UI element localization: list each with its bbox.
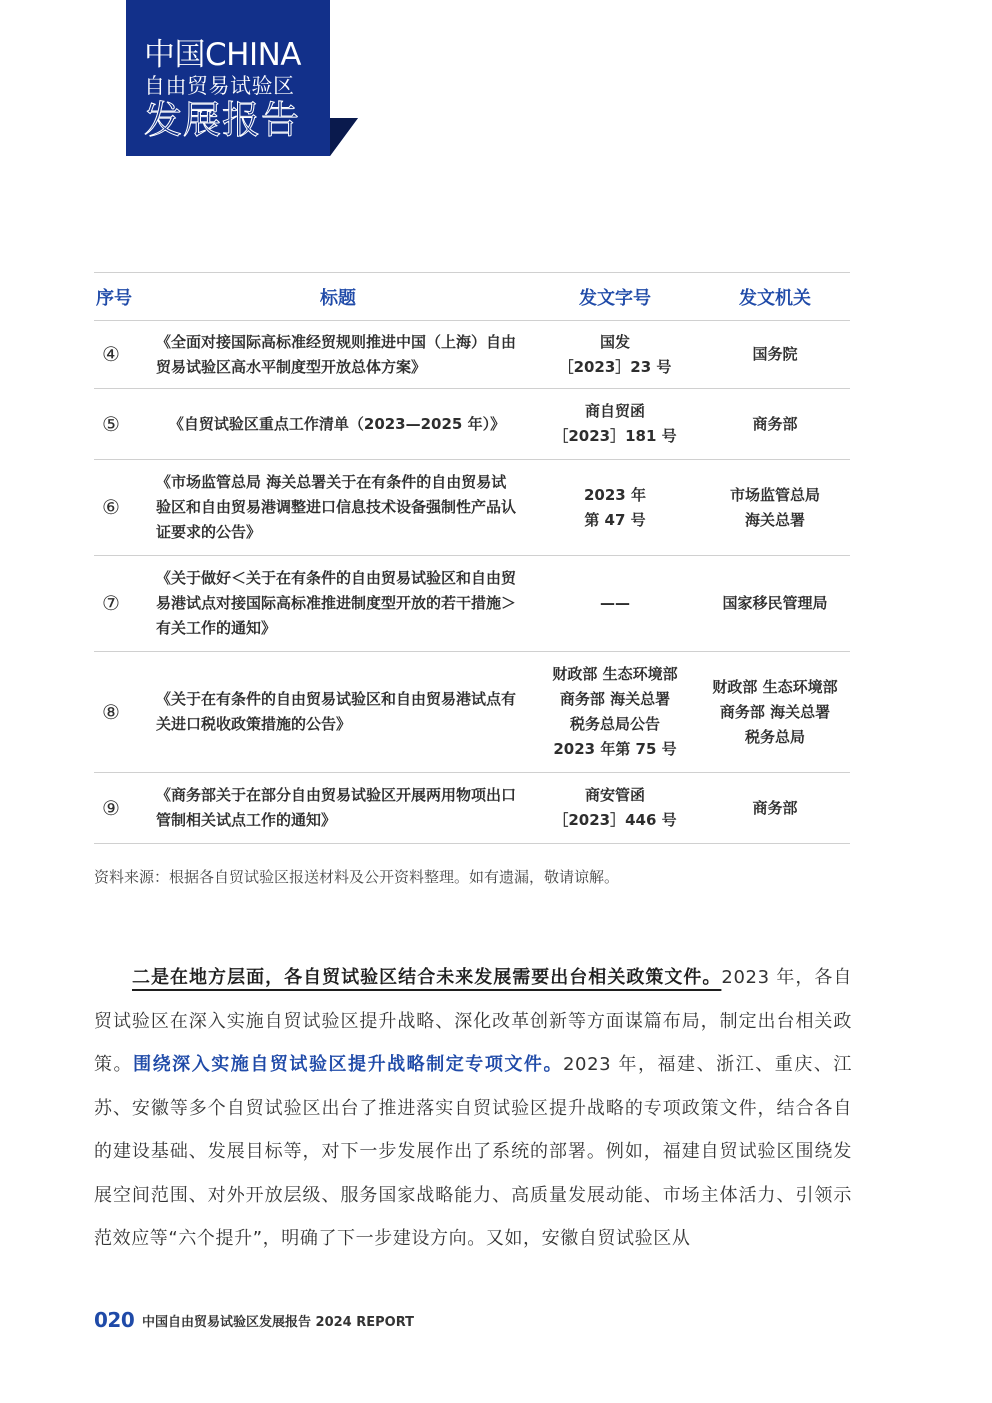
- row-seq: ⑧: [94, 652, 146, 773]
- row-title-text: 《关于做好＜关于在有条件的自由贸易试验区和自由贸易港试点对接国际高标准推进制度型开放的若干措施＞有关工作的通知》: [156, 569, 517, 637]
- header-title-line1: 中国CHINA: [144, 37, 301, 73]
- column-header-title: 标题: [146, 273, 530, 321]
- table-row: [94, 389, 850, 460]
- row-title: [146, 773, 530, 844]
- row-title: [146, 460, 530, 556]
- row-issuer: 国家移民管理局: [700, 556, 850, 652]
- column-header-seq: 序号: [94, 273, 146, 321]
- header-title-line2: 自由贸易试验区: [144, 74, 295, 98]
- column-header-issuer: 发文机关: [700, 273, 850, 321]
- row-title: [146, 556, 530, 652]
- paragraph-text-1: 2023 年，各自贸试验区在深入实施自贸试验区提升战略、深化改革创新等方面谋篇布局，制定出台相关政策。: [94, 967, 852, 1075]
- table-row: [94, 556, 850, 652]
- row-doc-no: 财政部 生态环境部 商务部 海关总署 税务总局公告 2023 年第 75 号: [530, 652, 700, 773]
- row-issuer: 财政部 生态环境部 商务部 海关总署 税务总局: [700, 652, 850, 773]
- report-header-badge: [0, 0, 380, 160]
- paragraph-emphasis: 围绕深入实施自贸试验区提升战略制定专项文件。: [133, 1054, 563, 1075]
- policy-documents-table: [94, 272, 850, 844]
- page-number: 020: [94, 1308, 135, 1332]
- row-title-text: 《关于在有条件的自由贸易试验区和自由贸易港试点有关进口税收政策措施的公告》: [156, 690, 517, 733]
- table-header-row: [94, 273, 850, 321]
- row-issuer: 市场监管总局 海关总署: [700, 460, 850, 556]
- paragraph-lead-sentence: 二是在地方层面，各自贸试验区结合未来发展需要出台相关政策文件。: [132, 967, 722, 988]
- row-title-text: 《商务部关于在部分自由贸易试验区开展两用物项出口管制相关试点工作的通知》: [156, 786, 517, 829]
- row-seq: ⑤: [94, 389, 146, 460]
- row-doc-no: 商安管函 ［2023］446 号: [530, 773, 700, 844]
- footer-report-title: 中国自由贸易试验区发展报告 2024 REPORT: [142, 1315, 414, 1330]
- row-doc-no: 商自贸函 ［2023］181 号: [530, 389, 700, 460]
- table-row: [94, 652, 850, 773]
- row-title-text: 《市场监管总局 海关总署关于在有条件的自由贸易试验区和自由贸易港调整进口信息技术设备强制性产品认证要求的公告》: [156, 473, 517, 541]
- row-title: [146, 321, 530, 389]
- source-note: 资料来源：根据各自贸试验区报送材料及公开资料整理。如有遗漏，敬请谅解。: [94, 868, 620, 886]
- column-header-doc-no: 发文字号: [530, 273, 700, 321]
- row-title-text: 《全面对接国际高标准经贸规则推进中国（上海）自由贸易试验区高水平制度型开放总体方案》: [156, 332, 517, 376]
- header-title-line3: 发展报告: [144, 98, 301, 142]
- row-seq: ⑦: [94, 556, 146, 652]
- table-row: [94, 321, 850, 389]
- row-doc-no: 国发 ［2023］23 号: [530, 321, 700, 389]
- table-row: [94, 773, 850, 844]
- row-issuer: 国务院: [700, 321, 850, 389]
- row-title-text: 《自贸试验区重点工作清单（2023—2025 年）》: [168, 414, 506, 433]
- row-seq: ④: [94, 321, 146, 389]
- body-paragraph: [94, 956, 852, 1261]
- row-seq: ⑨: [94, 773, 146, 844]
- row-title: [146, 652, 530, 773]
- row-issuer: 商务部: [700, 389, 850, 460]
- paragraph-text-2: 2023 年，福建、浙江、重庆、江苏、安徽等多个自贸试验区出台了推进落实自贸试验区提升战略的专项政策文件，结合各自的建设基础、发展目标等，对下一步发展作出了系统的部署。例如，福建自贸试验区围绕发展空间范围、对外开放层级、服务国家战略能力、高质量发展动能、市场主体活力、引领示范效应等“六个提升”，明确了下一步建设方向。又如，安徽自贸试验区从: [94, 1054, 852, 1249]
- table-row: [94, 460, 850, 556]
- row-doc-no: 2023 年 第 47 号: [530, 460, 700, 556]
- row-seq: ⑥: [94, 460, 146, 556]
- row-issuer: 商务部: [700, 773, 850, 844]
- row-doc-no: ——: [530, 556, 700, 652]
- row-title: [146, 389, 530, 460]
